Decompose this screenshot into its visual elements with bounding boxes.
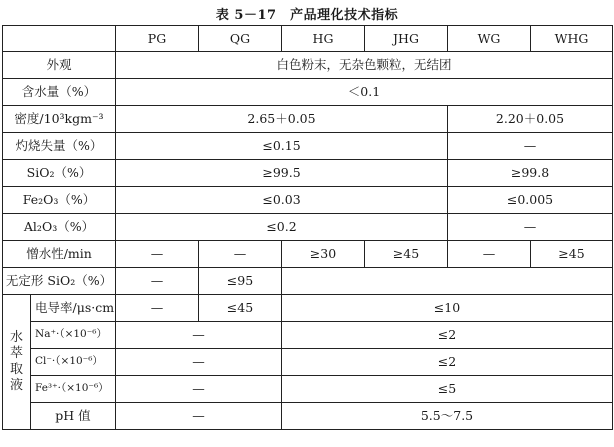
cell-rest: ≤2 [282,322,613,349]
cell-qg: — [199,241,282,268]
row-fe [3,376,613,403]
cell-whg: ≥45 [531,241,613,268]
cell-left: — [116,403,282,430]
row-value-pg-jhg: ≤0.15 [116,133,448,160]
cell-rest: ≤2 [282,349,613,376]
row-value-pg-jhg: 2.65＋0.05 [116,106,448,133]
row-label: 灼烧失量（%） [3,133,116,160]
row-value-pg-jhg: ≤0.2 [116,214,448,241]
row-amorphous-sio2 [3,268,613,295]
row-value-wg-whg: — [448,133,613,160]
header-row [3,26,613,52]
side-label-text: 水萃取液 [9,329,23,394]
cell-wg: — [448,241,531,268]
row-label: Na⁺·（×10⁻⁶） [31,322,116,349]
row-label: pH 值 [31,403,116,430]
row-hydrophobicity [3,241,613,268]
column-header-qg: QG [199,26,282,52]
row-label: 电导率/μs·cm [31,295,116,322]
row-value-pg-jhg: ≥99.5 [116,160,448,187]
column-header-hg: HG [282,26,365,52]
cell-pg: — [116,241,199,268]
cell-qg: ≤45 [199,295,282,322]
cell-qg: ≤95 [199,268,282,295]
row-conductivity [3,295,613,322]
water-extract-side-label [3,295,31,430]
row-appearance [3,52,613,79]
row-value-pg-jhg: ≤0.03 [116,187,448,214]
row-value: ＜0.1 [116,79,613,106]
cell-left: — [116,349,282,376]
row-label: SiO₂（%） [3,160,116,187]
column-header-pg: PG [116,26,199,52]
column-header-whg: WHG [531,26,613,52]
cell-left: — [116,322,282,349]
row-label: 憎水性/min [3,241,116,268]
row-label: Fe₂O₃（%） [3,187,116,214]
row-ignition-loss [3,133,613,160]
row-value-wg-whg: ≥99.8 [448,160,613,187]
column-header-wg: WG [448,26,531,52]
header-corner [3,26,116,52]
spec-table [2,25,613,430]
row-ph [3,403,613,430]
row-value: 白色粉末，无杂色颗粒，无结团 [116,52,613,79]
cell-hg: ≥30 [282,241,365,268]
cell-pg: — [116,295,199,322]
cell-rest: ≤10 [282,295,613,322]
row-label: 无定形 SiO₂（%） [3,268,116,295]
row-cl [3,349,613,376]
row-moisture [3,79,613,106]
cell-jhg: ≥45 [365,241,448,268]
cell-empty [282,268,613,295]
row-label: Fe³⁺·（×10⁻⁶） [31,376,116,403]
row-density [3,106,613,133]
cell-rest: ≤5 [282,376,613,403]
row-sio2 [3,160,613,187]
row-value-wg-whg: ≤0.005 [448,187,613,214]
table-caption: 表 5－17 产品理化技术指标 [215,8,399,23]
row-label: 外观 [3,52,116,79]
row-na [3,322,613,349]
row-value-wg-whg: — [448,214,613,241]
row-label: 密度/10³kgm⁻³ [3,106,116,133]
row-fe2o3 [3,187,613,214]
row-label: Al₂O₃（%） [3,214,116,241]
cell-left: — [116,376,282,403]
column-header-jhg: JHG [365,26,448,52]
cell-pg: — [116,268,199,295]
row-al2o3 [3,214,613,241]
row-label: 含水量（%） [3,79,116,106]
cell-rest: 5.5～7.5 [282,403,613,430]
row-label: Cl⁻·（×10⁻⁶） [31,349,116,376]
row-value-wg-whg: 2.20＋0.05 [448,106,613,133]
